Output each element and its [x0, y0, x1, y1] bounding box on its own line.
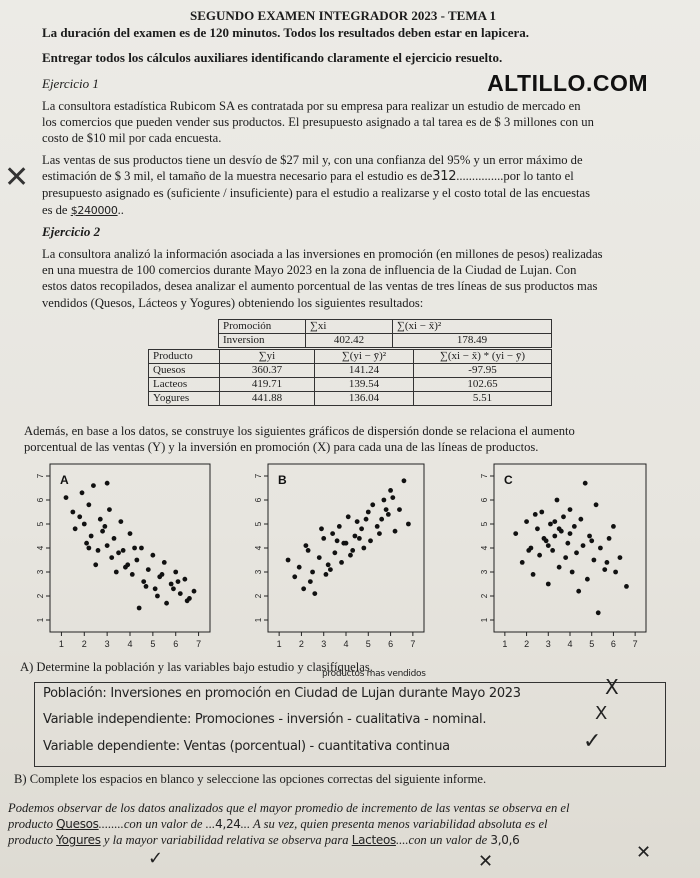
text-line: Además, en base a los datos, se construye los siguientes gráficos de dispersión donde se relaciona el aumento: [24, 424, 575, 438]
text-fragment: ....con un valor de: [395, 833, 488, 848]
table-cell: 5.51: [414, 392, 552, 406]
data-point: [98, 517, 103, 522]
data-point: [102, 524, 107, 529]
x-tick-label: 6: [173, 639, 179, 649]
x-tick-label: 4: [343, 639, 349, 649]
data-point: [185, 598, 190, 603]
table-header: Producto: [149, 350, 220, 364]
data-point: [341, 541, 346, 546]
text-line: [42, 202, 590, 219]
data-point: [375, 524, 380, 529]
data-point: [563, 555, 568, 560]
data-point: [80, 490, 85, 495]
data-point: [82, 522, 87, 527]
text-line: presupuesto asignado es (suficiente / insuficiente) para el estudio a realizarse y el costo total de las encuestas: [42, 186, 590, 201]
y-tick-label: 2: [36, 593, 46, 599]
text-line: en una muestra de 100 comercios durante Mayo 2023 en la zona de influencia de la Ciudad de Lujan. Con: [42, 263, 577, 278]
y-tick-label: 4: [254, 545, 264, 551]
data-point: [611, 524, 616, 529]
data-point: [552, 519, 557, 524]
data-point: [397, 507, 402, 512]
answer-dependent-variable: Variable dependiente: Ventas (porcentual) - cuantitativa continua: [43, 739, 450, 754]
text-fragment: producto: [8, 817, 57, 832]
data-point: [137, 606, 142, 611]
table-row: [149, 364, 552, 378]
data-point: [390, 495, 395, 500]
data-point: [86, 546, 91, 551]
x-mark-icon: ✕: [478, 851, 493, 872]
y-tick-label: 1: [480, 617, 490, 623]
y-tick-label: 6: [36, 497, 46, 503]
data-point: [118, 519, 123, 524]
data-point: [308, 579, 313, 584]
exercise-1-title: Ejercicio 1: [42, 76, 99, 91]
text-line: [8, 816, 570, 832]
data-point: [312, 591, 317, 596]
data-point: [379, 517, 384, 522]
text-line: porcentual de las ventas (Y) y la inversión en promoción (X) para cada una de las líneas de productos.: [24, 440, 539, 455]
x-mark-icon: ✕: [636, 842, 651, 863]
data-point: [93, 562, 98, 567]
x-tick-label: 2: [81, 639, 87, 649]
text-line: [8, 832, 570, 848]
table-cell: 139.54: [315, 378, 414, 392]
data-point: [310, 570, 315, 575]
table-cell: Quesos: [149, 364, 220, 378]
x-tick-label: 2: [524, 639, 530, 649]
data-point: [535, 526, 540, 531]
y-tick-label: 3: [480, 569, 490, 575]
data-point: [388, 488, 393, 493]
data-point: [526, 548, 531, 553]
data-point: [84, 541, 89, 546]
data-point: [555, 498, 560, 503]
check-mark-icon: ✓: [583, 729, 602, 754]
data-point: [377, 531, 382, 536]
data-point: [150, 553, 155, 558]
data-point: [303, 543, 308, 548]
table-cell: 360.37: [220, 364, 315, 378]
investment-table: [218, 319, 552, 348]
data-point: [96, 548, 101, 553]
data-point: [346, 514, 351, 519]
y-tick-label: 4: [480, 545, 490, 551]
site-logo: ALTILLO.COM: [487, 70, 648, 96]
data-point: [618, 555, 623, 560]
table-cell: Yogures: [149, 392, 220, 406]
y-tick-label: 1: [254, 617, 264, 623]
data-point: [594, 502, 599, 507]
table-cell: 102.65: [414, 378, 552, 392]
data-point: [169, 582, 174, 587]
data-point: [381, 498, 386, 503]
data-point: [605, 560, 610, 565]
data-point: [384, 507, 389, 512]
text-line: vendidos (Quesos, Lácteos y Yogures) obteniendo los siguientes resultados:: [42, 295, 424, 310]
x-tick-label: 1: [58, 639, 64, 649]
data-point: [348, 553, 353, 558]
data-point: [386, 512, 391, 517]
data-point: [406, 522, 411, 527]
data-point: [570, 570, 575, 575]
data-point: [128, 531, 133, 536]
data-point: [561, 514, 566, 519]
data-point: [613, 570, 618, 575]
data-point: [105, 481, 110, 486]
y-tick-label: 6: [254, 497, 264, 503]
x-tick-label: 7: [196, 639, 202, 649]
x-tick-label: 2: [298, 639, 304, 649]
data-point: [583, 481, 588, 486]
y-tick-label: 5: [480, 521, 490, 527]
plot-title: A: [60, 473, 69, 487]
x-tick-label: 3: [545, 639, 551, 649]
text-line: La consultora estadística Rubicom SA es contratada por su empresa para realizar un estudio de mercado en: [42, 99, 581, 113]
data-point: [548, 522, 553, 527]
data-point: [317, 555, 322, 560]
data-point: [146, 567, 151, 572]
data-point: [125, 562, 130, 567]
data-point: [574, 550, 579, 555]
data-point: [134, 558, 139, 563]
text-fragment: ... A su vez, quien presenta menos variabilidad absoluta es el: [240, 817, 548, 832]
data-point: [572, 524, 577, 529]
y-tick-label: 5: [36, 521, 46, 527]
section-b-report: [8, 800, 570, 849]
data-point: [107, 507, 112, 512]
exercise-2-title: Ejercicio 2: [42, 224, 101, 239]
exam-title: SEGUNDO EXAMEN INTEGRADOR 2023 - TEMA 1: [190, 8, 497, 23]
data-point: [524, 519, 529, 524]
table-header: Promoción: [219, 320, 306, 334]
data-point: [297, 565, 302, 570]
data-point: [552, 534, 557, 539]
data-point: [70, 510, 75, 515]
data-point: [164, 601, 169, 606]
data-point: [121, 548, 126, 553]
y-tick-label: 7: [480, 473, 490, 479]
data-point: [542, 536, 547, 541]
data-point: [589, 538, 594, 543]
data-point: [596, 610, 601, 615]
text-fragment: producto: [8, 833, 54, 848]
data-point: [109, 555, 114, 560]
table-cell: -97.95: [414, 364, 552, 378]
data-point: [86, 502, 91, 507]
data-point: [568, 531, 573, 536]
handwritten-product: Quesos: [56, 817, 99, 832]
data-point: [598, 546, 603, 551]
exam-instructions: Entregar todos los cálculos auxiliares identificando claramente el ejercicio resuelto.: [42, 50, 503, 65]
handwritten-product: Lacteos: [351, 833, 396, 848]
y-tick-label: 4: [36, 545, 46, 551]
exercise-1-paragraph-1: [42, 98, 594, 147]
data-point: [353, 534, 358, 539]
x-tick-label: 7: [632, 639, 638, 649]
handwritten-product: Yogures: [56, 833, 101, 848]
exercise-2-paragraph: [42, 246, 603, 311]
data-point: [112, 536, 117, 541]
data-point: [132, 546, 137, 551]
data-point: [533, 512, 538, 517]
data-point: [116, 550, 121, 555]
table-row: [149, 392, 552, 406]
handwritten-total-cost: $240000: [70, 203, 118, 217]
data-point: [162, 560, 167, 565]
table-cell: Inversion: [219, 334, 306, 348]
text-line: costo de $10 mil por cada encuesta.: [42, 131, 222, 146]
data-point: [286, 558, 291, 563]
data-point: [335, 538, 340, 543]
x-tick-label: 6: [610, 639, 616, 649]
data-point: [73, 526, 78, 531]
x-tick-label: 6: [388, 639, 394, 649]
data-point: [537, 553, 542, 558]
data-point: [332, 550, 337, 555]
data-point: [550, 548, 555, 553]
data-point: [402, 478, 407, 483]
table-cell: 141.24: [315, 364, 414, 378]
data-point: [513, 531, 518, 536]
text-line: estos datos recopilados, desea analizar el aumento porcentual de las ventas de tres líneas de sus productos mas: [42, 279, 598, 294]
data-point: [350, 548, 355, 553]
text-fragment: ...............por lo tanto el: [456, 169, 574, 184]
table-header: ∑(xi − x̄) * (yi − ȳ): [414, 350, 552, 364]
data-point: [585, 577, 590, 582]
data-point: [130, 572, 135, 577]
answer-independent-variable: Variable independiente: Promociones - inversión - cualitativa - nominal.: [43, 712, 487, 727]
data-point: [546, 543, 551, 548]
y-tick-label: 2: [254, 593, 264, 599]
scatter-intro: [24, 423, 575, 455]
data-point: [565, 541, 570, 546]
table-cell: 136.04: [315, 392, 414, 406]
data-point: [624, 584, 629, 589]
data-point: [105, 543, 110, 548]
table-cell: 178.49: [393, 334, 552, 348]
y-tick-label: 6: [480, 497, 490, 503]
text-line: La consultora analizó la información asociada a las inversiones en promoción (en millones de pesos) realizadas: [42, 247, 603, 261]
data-point: [306, 548, 311, 553]
x-tick-label: 3: [104, 639, 110, 649]
data-point: [182, 577, 187, 582]
exam-duration-note: La duración del examen es de 120 minutos. Todos los resultados deben estar en lapicera.: [42, 25, 530, 40]
plot-title: B: [278, 473, 287, 487]
exercise-1-paragraph-2: [42, 152, 590, 219]
data-point: [578, 517, 583, 522]
data-point: [292, 574, 297, 579]
data-point: [568, 507, 573, 512]
data-point: [591, 558, 596, 563]
table-row: [149, 378, 552, 392]
table-cell: 441.88: [220, 392, 315, 406]
products-table: [148, 349, 552, 406]
text-fragment: ..: [117, 202, 124, 217]
data-point: [602, 567, 607, 572]
data-point: [77, 514, 82, 519]
data-point: [155, 594, 160, 599]
y-tick-label: 2: [480, 593, 490, 599]
plot-frame: [494, 464, 646, 632]
data-point: [176, 579, 181, 584]
data-point: [355, 519, 360, 524]
data-point: [364, 517, 369, 522]
handwritten-value: 3,0,6: [490, 833, 520, 848]
table-cell: 419.71: [220, 378, 315, 392]
data-point: [581, 543, 586, 548]
scatter-plots: [0, 458, 700, 658]
x-mark-icon: X: [595, 703, 608, 724]
table-cell: Lacteos: [149, 378, 220, 392]
data-point: [330, 531, 335, 536]
table-header: ∑xi: [306, 320, 393, 334]
data-point: [539, 510, 544, 515]
x-tick-label: 5: [365, 639, 371, 649]
data-point: [160, 572, 165, 577]
data-point: [64, 495, 69, 500]
text-line: Podemos observar de los datos analizados que el mayor promedio de incremento de las ventas se observa en el: [8, 801, 570, 815]
data-point: [319, 526, 324, 531]
answer-population: Población: Inversiones en promoción en Ciudad de Lujan durante Mayo 2023: [43, 686, 521, 701]
data-point: [587, 534, 592, 539]
data-point: [301, 586, 306, 591]
y-tick-label: 7: [254, 473, 264, 479]
data-point: [576, 589, 581, 594]
plot-title: C: [504, 473, 513, 487]
data-point: [361, 546, 366, 551]
data-point: [393, 529, 398, 534]
text-fragment: y la mayor variabilidad relativa se observa para: [103, 833, 349, 848]
y-tick-label: 5: [254, 521, 264, 527]
table-header: ∑yi: [220, 350, 315, 364]
data-point: [368, 538, 373, 543]
x-tick-label: 1: [502, 639, 508, 649]
x-tick-label: 1: [276, 639, 282, 649]
data-point: [520, 560, 525, 565]
handwritten-value: 4,24: [215, 817, 241, 832]
y-tick-label: 3: [36, 569, 46, 575]
y-tick-label: 1: [36, 617, 46, 623]
data-point: [144, 584, 149, 589]
data-point: [328, 567, 333, 572]
data-point: [370, 502, 375, 507]
data-point: [366, 510, 371, 515]
plot-frame: [268, 464, 424, 632]
data-point: [326, 562, 331, 567]
data-point: [337, 524, 342, 529]
text-fragment: estimación de $ 3 mil, el tamaño de la muestra necesario para el estudio es de: [42, 169, 433, 184]
data-point: [89, 534, 94, 539]
y-tick-label: 7: [36, 473, 46, 479]
data-point: [339, 560, 344, 565]
table-cell: 402.42: [306, 334, 393, 348]
handwritten-sample-size: 312: [432, 169, 457, 185]
table-header: ∑(xi − x̄)²: [393, 320, 552, 334]
table-header: ∑(yi − ȳ)²: [315, 350, 414, 364]
section-b-question: B) Complete los espacios en blanco y seleccione las opciones correctas del siguiente informe.: [14, 772, 487, 786]
data-point: [153, 586, 158, 591]
data-point: [173, 570, 178, 575]
data-point: [100, 529, 105, 534]
data-point: [557, 565, 562, 570]
data-point: [531, 572, 536, 577]
data-point: [324, 572, 329, 577]
text-line: Las ventas de sus productos tiene un desvío de $27 mil y, con una confianza del 95% y un error máximo de: [42, 153, 583, 167]
check-mark-x: ✕: [4, 160, 30, 195]
x-tick-label: 3: [321, 639, 327, 649]
handwritten-note: productos mas vendidos: [322, 669, 426, 679]
data-point: [171, 586, 176, 591]
text-fragment: es de: [42, 202, 68, 217]
x-mark-icon: X: [605, 675, 619, 699]
data-point: [114, 570, 119, 575]
data-point: [192, 589, 197, 594]
x-tick-label: 4: [567, 639, 573, 649]
x-tick-label: 4: [127, 639, 133, 649]
data-point: [607, 536, 612, 541]
check-mark-icon: ✓: [148, 848, 163, 869]
y-tick-label: 3: [254, 569, 264, 575]
text-line: los comercios que pueden vender sus productos. El presupuesto asignado a tal tarea es de $ 3 millones con un: [42, 115, 594, 130]
text-fragment: ........con un valor de ...: [98, 817, 216, 832]
x-tick-label: 5: [150, 639, 156, 649]
section-a-question: A) Determine la población y las variables bajo estudio y clasifíquelas.: [20, 660, 373, 674]
plot-frame: [50, 464, 210, 632]
data-point: [357, 536, 362, 541]
data-point: [178, 591, 183, 596]
data-point: [141, 579, 146, 584]
data-point: [359, 526, 364, 531]
data-point: [139, 546, 144, 551]
x-tick-label: 5: [589, 639, 595, 649]
answer-box: [34, 675, 666, 767]
text-line: [42, 168, 590, 185]
data-point: [557, 526, 562, 531]
data-point: [91, 483, 96, 488]
data-point: [321, 536, 326, 541]
x-tick-label: 7: [410, 639, 416, 649]
data-point: [546, 582, 551, 587]
